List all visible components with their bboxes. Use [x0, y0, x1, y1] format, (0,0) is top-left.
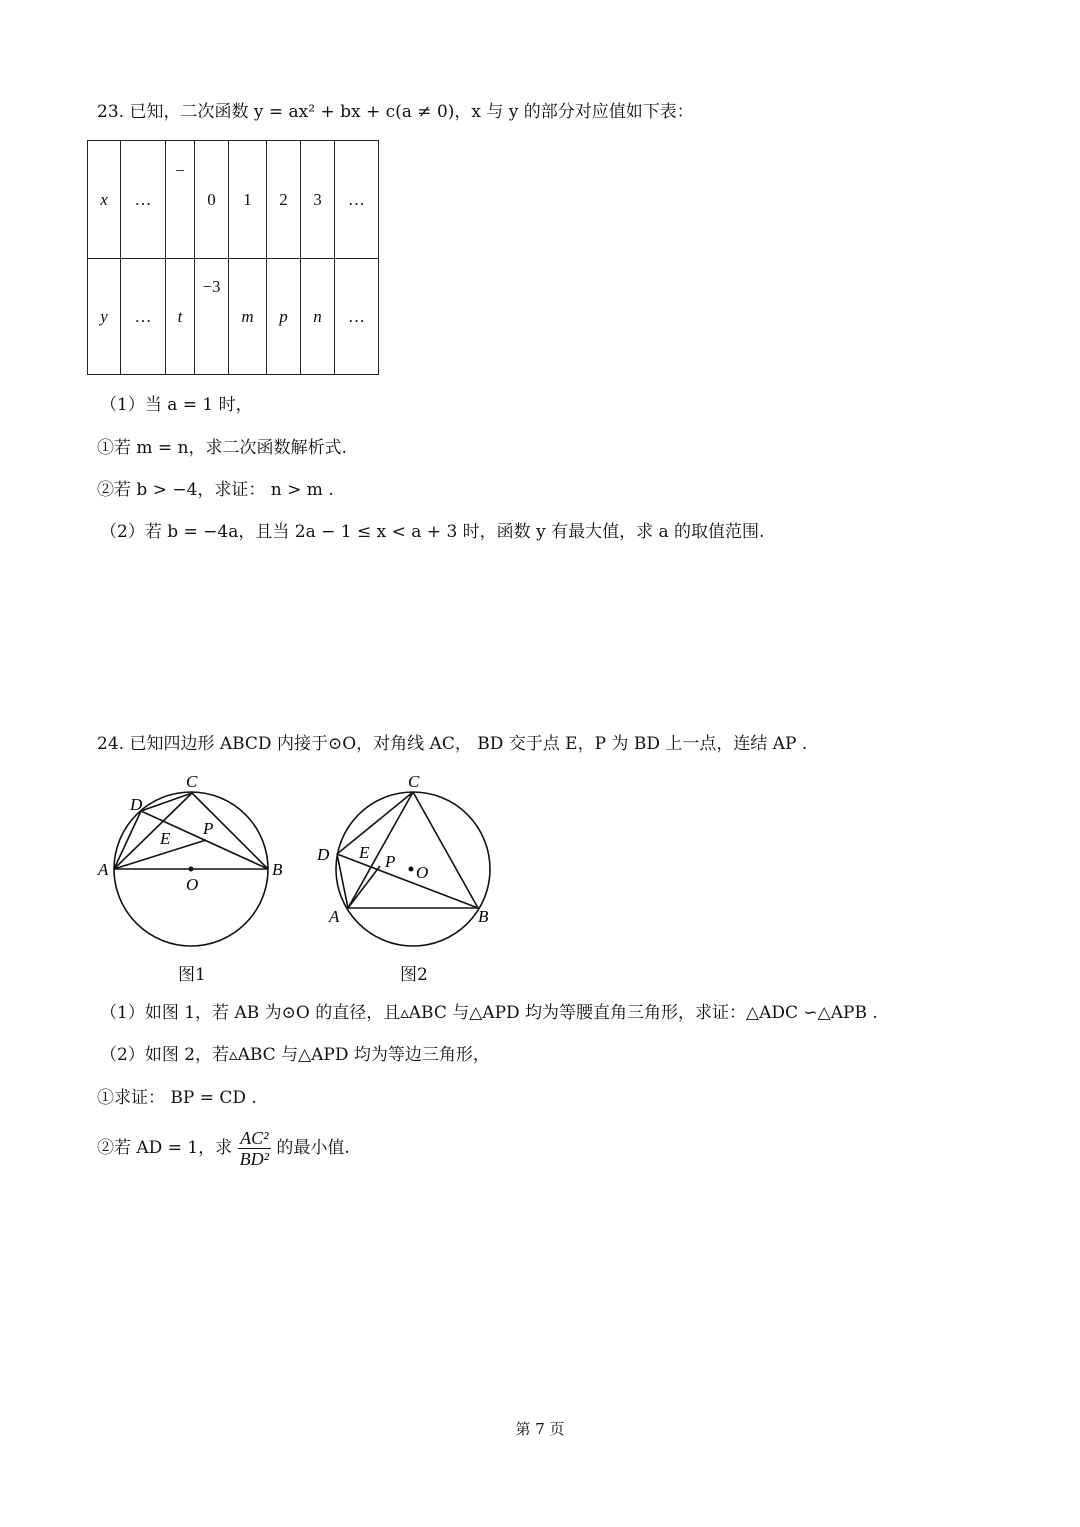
q23-part1-2: ②若 b > −4，求证： n > m .	[97, 480, 334, 500]
q24-part2-1: ①求证： BP = CD .	[97, 1088, 257, 1108]
q24-part2-2	[97, 1124, 350, 1172]
table-cell: −	[166, 141, 195, 259]
figure-2	[312, 770, 502, 955]
table-cell: …	[121, 259, 166, 375]
fig1-label-a: A	[98, 860, 109, 879]
fig2-label-b: B	[478, 907, 489, 926]
fig1-label-p: P	[203, 819, 214, 838]
fig2-label-o: O	[416, 863, 429, 882]
q23-intro: 23. 已知，二次函数 y = ax² + bx + c(a ≠ 0)，x 与 y 的部分对应值如下表：	[97, 102, 694, 122]
fig2-center-dot	[409, 867, 414, 872]
fig1-label-e: E	[160, 829, 171, 848]
fig1-label-c: C	[186, 772, 198, 791]
table-cell: …	[121, 141, 166, 259]
table-cell: 1	[229, 141, 267, 259]
table-cell: n	[301, 259, 335, 375]
q24-part2-2-post: 的最小值.	[276, 1138, 350, 1158]
q23-part1-1: ①若 m = n，求二次函数解析式.	[97, 438, 347, 458]
table-row-x	[88, 141, 379, 259]
fig2-label-c: C	[408, 772, 420, 791]
q24-part2: （2）如图 2，若▵ABC 与△APD 均为等边三角形，	[100, 1045, 490, 1065]
fig2-label-a: A	[329, 907, 340, 926]
fig2-label-d: D	[317, 845, 330, 864]
fraction-denominator: BD²	[239, 1149, 269, 1169]
table-cell: −3	[195, 259, 229, 375]
fig1-label-b: B	[272, 860, 283, 879]
q24-intro: 24. 已知四边形 ABCD 内接于⊙O，对角线 AC， BD 交于点 E，P 为 BD 上一点，连结 AP .	[97, 734, 808, 754]
table-cell: …	[335, 259, 379, 375]
fig2-label-e: E	[359, 843, 370, 862]
table-cell: 3	[301, 141, 335, 259]
table-cell: y	[88, 259, 121, 375]
table-cell: p	[267, 259, 301, 375]
table-cell: 0	[195, 141, 229, 259]
q24-part1: （1）如图 1，若 AB 为⊙O 的直径，且▵ABC 与△APD 均为等腰直角三角形，求证：△ADC ∽△APB .	[100, 1003, 878, 1023]
q23-part2: （2）若 b = −4a，且当 2a − 1 ≤ x < a + 3 时，函数 y 有最大值，求 a 的取值范围.	[100, 522, 765, 542]
q23-part1: （1）当 a = 1 时，	[100, 395, 253, 415]
fig1-caption: 图1	[178, 965, 206, 985]
fig1-label-d: D	[130, 795, 143, 814]
table-row-y	[88, 259, 379, 375]
fig1-center-dot	[189, 867, 194, 872]
q24-part2-2-pre: ②若 AD = 1，求	[97, 1138, 233, 1158]
table-cell: x	[88, 141, 121, 259]
fraction	[238, 1128, 271, 1169]
table-cell: t	[166, 259, 195, 375]
fig2-caption: 图2	[400, 965, 428, 985]
table-cell: m	[229, 259, 267, 375]
fig1-label-o: O	[186, 875, 199, 894]
page-number: 第 7 页	[515, 1420, 565, 1438]
value-table	[87, 140, 379, 375]
fig2-label-p: P	[385, 852, 396, 871]
fraction-numerator: AC²	[238, 1128, 271, 1149]
table-cell: …	[335, 141, 379, 259]
figure-1	[90, 770, 300, 955]
table-cell: 2	[267, 141, 301, 259]
